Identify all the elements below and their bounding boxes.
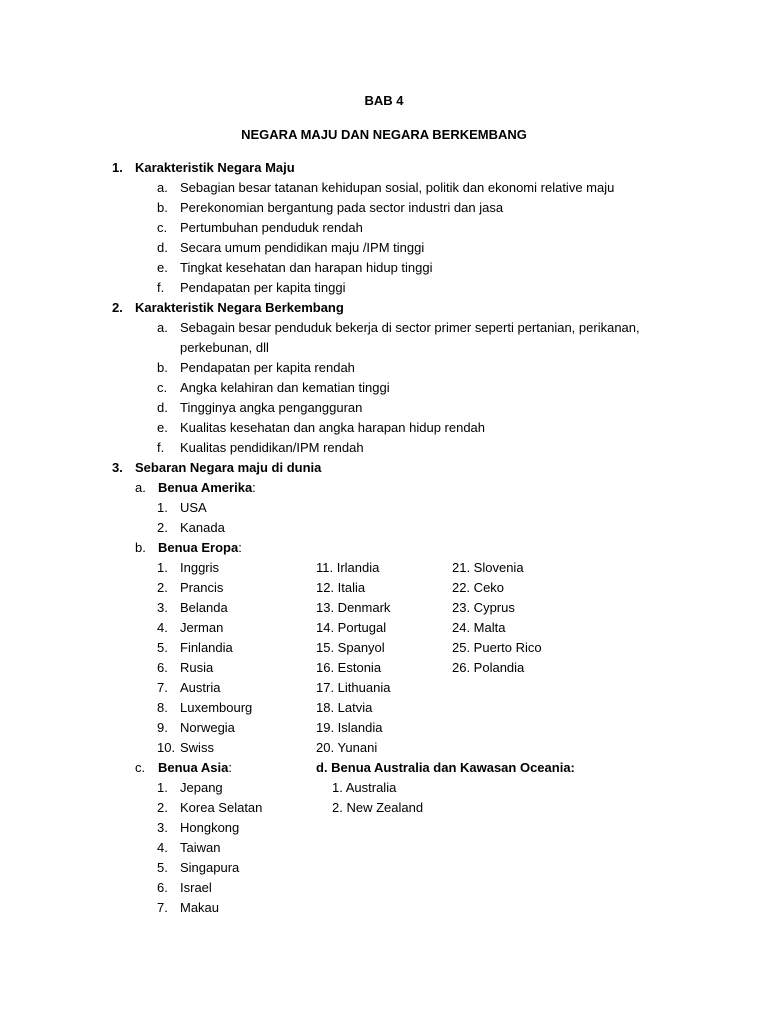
list-item: Pertumbuhan penduduk rendah	[180, 220, 363, 235]
list-number: 5.	[157, 860, 168, 875]
list-number: 10.	[157, 740, 176, 755]
country-item: USA	[180, 500, 207, 515]
list-item: Pendapatan per kapita rendah	[180, 360, 355, 375]
list-item-continuation: perkebunan, dll	[180, 340, 269, 355]
country-item: Prancis	[180, 580, 224, 595]
country-item: 12. Italia	[316, 580, 366, 595]
section2-heading: Karakteristik Negara Berkembang	[135, 300, 344, 315]
section1-heading: Karakteristik Negara Maju	[135, 160, 295, 175]
country-item: Austria	[180, 680, 221, 695]
list-marker: e.	[157, 420, 168, 435]
country-item: Jerman	[180, 620, 224, 635]
country-item: 26. Polandia	[452, 660, 525, 675]
subsection-heading-australia: d. Benua Australia dan Kawasan Oceania:	[316, 760, 575, 775]
country-item: 21. Slovenia	[452, 560, 524, 575]
chapter-subtitle: NEGARA MAJU DAN NEGARA BERKEMBANG	[241, 127, 527, 142]
list-number: 5.	[157, 640, 168, 655]
subsection-marker: a.	[135, 480, 146, 495]
list-marker: b.	[157, 200, 168, 215]
country-item: 11. Irlandia	[316, 560, 380, 575]
section3-heading: Sebaran Negara maju di dunia	[135, 460, 322, 475]
country-item: Israel	[180, 880, 212, 895]
country-item: 20. Yunani	[316, 740, 378, 755]
list-marker: c.	[157, 220, 168, 235]
list-number: 4.	[157, 840, 168, 855]
list-number: 4.	[157, 620, 168, 635]
list-item: Sebagain besar penduduk bekerja di sector primer seperti pertanian, perikanan,	[180, 320, 640, 335]
list-number: 8.	[157, 700, 168, 715]
list-item: Perekonomian bergantung pada sector industri dan jasa	[180, 200, 504, 215]
country-item: Swiss	[180, 740, 214, 755]
country-item: 16. Estonia	[316, 660, 382, 675]
list-number: 2.	[157, 800, 168, 815]
list-item: Kualitas pendidikan/IPM rendah	[180, 440, 364, 455]
list-number: 1.	[157, 500, 168, 515]
list-item: Angka kelahiran dan kematian tinggi	[180, 380, 390, 395]
list-marker: c.	[157, 380, 168, 395]
list-number: 2.	[157, 520, 168, 535]
country-item: Kanada	[180, 520, 225, 535]
country-item: 23. Cyprus	[452, 600, 515, 615]
country-item: Makau	[180, 900, 220, 915]
list-marker: d.	[157, 400, 168, 415]
list-marker: f.	[157, 440, 165, 455]
list-number: 1.	[157, 780, 168, 795]
country-item: 2. New Zealand	[332, 800, 424, 815]
list-number: 9.	[157, 720, 168, 735]
list-marker: a.	[157, 180, 168, 195]
country-item: Korea Selatan	[180, 800, 263, 815]
list-marker: b.	[157, 360, 168, 375]
list-item: Sebagian besar tatanan kehidupan sosial, politik dan ekonomi relative maju	[180, 180, 615, 195]
list-item: Secara umum pendidikan maju /IPM tinggi	[180, 240, 425, 255]
list-marker: e.	[157, 260, 168, 275]
chapter-title: BAB 4	[364, 93, 404, 108]
section3-number: 3.	[112, 460, 123, 475]
country-item: 15. Spanyol	[316, 640, 385, 655]
country-item: Luxembourg	[180, 700, 253, 715]
list-item: Pendapatan per kapita tinggi	[180, 280, 346, 295]
country-item: Jepang	[180, 780, 223, 795]
country-item: 14. Portugal	[316, 620, 387, 635]
subsection-heading-asia: Benua Asia:	[158, 760, 232, 775]
subsection-marker: b.	[135, 540, 146, 555]
country-item: Taiwan	[180, 840, 221, 855]
section1-number: 1.	[112, 160, 123, 175]
country-item: 22. Ceko	[452, 580, 505, 595]
country-item: Norwegia	[180, 720, 235, 735]
country-item: Belanda	[180, 600, 228, 615]
country-item: 1. Australia	[332, 780, 397, 795]
country-item: Hongkong	[180, 820, 240, 835]
list-number: 6.	[157, 880, 168, 895]
country-item: 19. Islandia	[316, 720, 383, 735]
list-item: Tingkat kesehatan dan harapan hidup tinggi	[180, 260, 433, 275]
list-number: 3.	[157, 600, 168, 615]
country-item: Finlandia	[180, 640, 233, 655]
subsection-heading-amerika: Benua Amerika:	[158, 480, 256, 495]
section2-number: 2.	[112, 300, 123, 315]
list-item: Tingginya angka pengangguran	[180, 400, 363, 415]
country-item: Singapura	[180, 860, 240, 875]
list-marker: f.	[157, 280, 165, 295]
country-item: Rusia	[180, 660, 214, 675]
list-number: 7.	[157, 900, 168, 915]
country-item: 17. Lithuania	[316, 680, 391, 695]
list-marker: d.	[157, 240, 168, 255]
list-number: 6.	[157, 660, 168, 675]
country-item: 13. Denmark	[316, 600, 391, 615]
country-item: 24. Malta	[452, 620, 506, 635]
list-marker: a.	[157, 320, 168, 335]
list-number: 2.	[157, 580, 168, 595]
country-item: Inggris	[180, 560, 220, 575]
list-number: 1.	[157, 560, 168, 575]
list-item: Kualitas kesehatan dan angka harapan hidup rendah	[180, 420, 486, 435]
list-number: 3.	[157, 820, 168, 835]
subsection-heading-eropa: Benua Eropa:	[158, 540, 242, 555]
country-item: 25. Puerto Rico	[452, 640, 542, 655]
list-number: 7.	[157, 680, 168, 695]
country-item: 18. Latvia	[316, 700, 373, 715]
subsection-marker: c.	[135, 760, 146, 775]
